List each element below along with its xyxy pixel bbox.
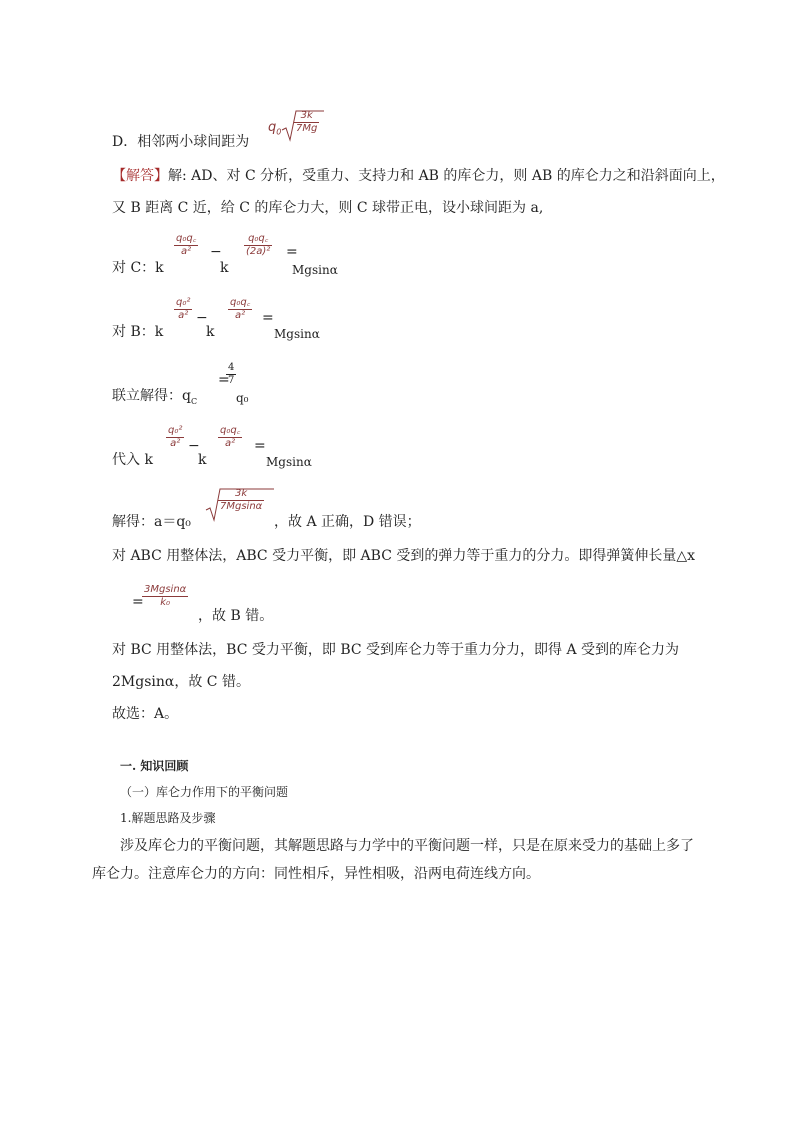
sub-label: 代入 k (112, 452, 153, 468)
sub-minus: − (188, 438, 200, 454)
joint-frac-num: 4 (228, 362, 235, 373)
spring-frac (142, 584, 188, 609)
joint-frac (226, 362, 236, 387)
review-sub-2: 1.解题思路及步骤 (120, 811, 216, 825)
sub-rhs: Mgsinα (266, 455, 312, 469)
result-tail: ，故 A 正确，D 错误； (274, 514, 421, 530)
b-eq: = (262, 310, 274, 326)
option-d-label: D．相邻两小球间距为 (112, 134, 250, 150)
solution-line-2: 又 B 距离 C 近，给 C 的库仑力大，则 C 球带正电，设小球间距为 a, (112, 200, 544, 216)
c-eq: = (286, 244, 298, 260)
sub-k: k (198, 452, 207, 468)
b-frac-2-num: q₀q꜀ (230, 297, 251, 308)
c-minus: − (210, 244, 222, 260)
b-equation-label: 对 B：k (112, 324, 164, 340)
joint-label (112, 386, 197, 412)
solution-line-1 (112, 166, 725, 186)
formula-q-sub: 0 (276, 127, 282, 137)
result-frac-den: 7Mgsinα (220, 501, 263, 512)
option-d-fraction (294, 110, 319, 135)
sub-frac-1-num: q₀² (168, 425, 183, 436)
c-equation-label: 对 C：k (112, 260, 164, 276)
b-k: k (206, 324, 215, 340)
answer: 故选：A。 (112, 706, 179, 722)
spring-tail: ，故 B 错。 (198, 608, 274, 624)
review-para-2: 库仑力。注意库仑力的方向：同性相斥，异性相吸，沿两电荷连线方向。 (92, 866, 540, 882)
b-frac-1 (174, 297, 192, 322)
b-frac-2 (228, 297, 252, 322)
joint-eq: = (218, 372, 230, 388)
c-frac-2 (244, 233, 272, 258)
c-k: k (220, 260, 229, 276)
solution-text-1: 解: AD、对 C 分析，受重力、支持力和 AB 的库仑力，则 AB 的库仑力之和沿斜面向上， (168, 168, 725, 184)
c-rhs: Mgsinα (292, 263, 338, 277)
c-frac-1 (174, 233, 198, 258)
sub-eq: = (254, 438, 266, 454)
joint-label-text: 联立解得：q (112, 388, 191, 404)
joint-q0: q₀ (236, 391, 249, 405)
c-frac-2-num: q₀q꜀ (248, 233, 269, 244)
review-para-1: 涉及库仑力的平衡问题，其解题思路与力学中的平衡问题一样，只是在原来受力的基础上多了 (120, 838, 694, 854)
bc-line-1: 对 BC 用整体法，BC 受力平衡，即 BC 受到库仑力等于重力分力，即得 A 受到的库仑力为 (112, 642, 680, 658)
sub-frac-2 (218, 425, 242, 450)
formula-q: q (268, 120, 277, 135)
b-frac-1-num: q₀² (176, 297, 191, 308)
spring-frac-den: k₀ (142, 596, 188, 609)
sub-frac-1-den: a² (166, 437, 184, 450)
review-sub-1: （一）库仑力作用下的平衡问题 (120, 785, 289, 799)
sub-frac-1 (166, 425, 184, 450)
c-frac-1-den: a² (174, 245, 198, 258)
fraction-den: 7Mg (296, 123, 318, 134)
spring-eq: = (132, 594, 144, 610)
review-heading: 一. 知识回顾 (120, 759, 189, 773)
b-minus: − (196, 310, 208, 326)
abc-line: 对 ABC 用整体法，ABC 受力平衡，即 ABC 受到的弹力等于重力的分力。即得弹簧伸长量△x (112, 548, 696, 564)
solution-tag: 【解答】 (112, 168, 168, 184)
spring-frac-num: 3Mgsinα (144, 584, 187, 595)
b-frac-1-den: a² (174, 309, 192, 322)
sub-frac-2-num: q₀q꜀ (220, 425, 241, 436)
result-frac-num: 3k (235, 488, 248, 499)
joint-sub: C (190, 396, 198, 406)
sub-frac-2-den: a² (218, 437, 242, 450)
c-frac-1-num: q₀q꜀ (176, 233, 197, 244)
joint-frac-den: 7 (228, 375, 235, 386)
fraction-num: 3k (300, 110, 313, 121)
b-frac-2-den: a² (228, 309, 252, 322)
bc-line-2: 2Mgsinα，故 C 错。 (112, 674, 250, 690)
c-frac-2-den: (2a)² (246, 246, 271, 257)
result-label: 解得：a＝q₀ (112, 514, 191, 530)
b-rhs: Mgsinα (274, 327, 320, 341)
result-frac (218, 488, 264, 513)
